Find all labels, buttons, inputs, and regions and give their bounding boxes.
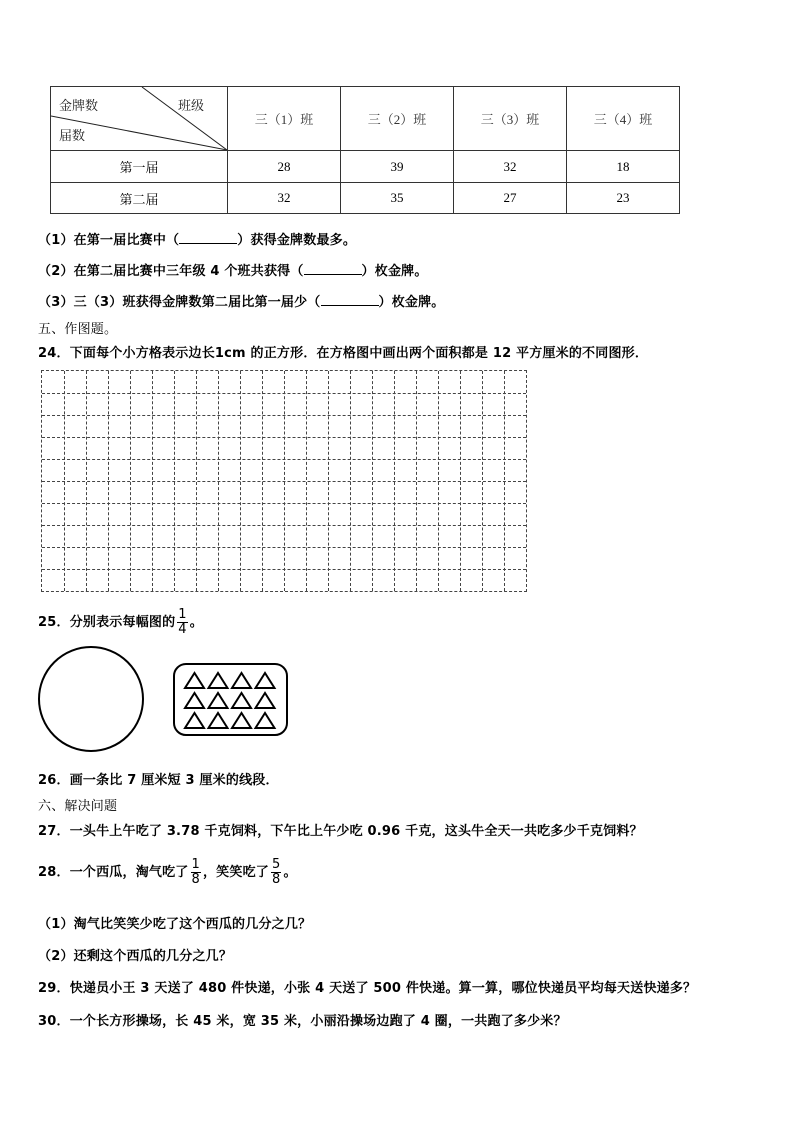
grid-line-horizontal — [42, 437, 526, 438]
question-27: 27．一头牛上午吃了 3.78 千克饲料，下午比上午少吃 0.96 千克，这头牛全天一共吃多少千克饲料？ — [38, 824, 643, 839]
answer-blank[interactable] — [304, 262, 362, 275]
grid-line-horizontal — [42, 569, 526, 570]
triangle-icon — [185, 713, 204, 728]
column-header: 三（1）班 — [228, 87, 341, 151]
grid-line-horizontal — [42, 415, 526, 416]
question-28-part-2: （2）还剩这个西瓜的几分之几？ — [38, 949, 233, 964]
corner-label-session: 届数 — [59, 128, 86, 143]
question-text: ）枚金牌。 — [378, 295, 445, 310]
question-text: 28．一个西瓜，淘气吃了 — [38, 865, 189, 880]
triangle-icon — [185, 693, 204, 708]
cell: 32 — [228, 183, 341, 214]
grid-line-horizontal — [42, 481, 526, 482]
question-text: 。 — [283, 865, 297, 880]
grid-line-horizontal — [42, 459, 526, 460]
column-header: 三（4）班 — [567, 87, 680, 151]
question-text: （1）在第一届比赛中（ — [38, 233, 180, 248]
section-heading-drawing: 五、作图题。 — [38, 322, 118, 337]
numerator: 5 — [272, 857, 281, 872]
question-30: 30．一个长方形操场，长 45 米，宽 35 米，小丽沿操场边跑了 4 圈，一共跑了多少米？ — [38, 1014, 567, 1029]
triangle-icon — [256, 673, 275, 688]
numerator: 1 — [178, 607, 187, 622]
medal-table — [50, 86, 680, 214]
grid-line-horizontal — [42, 393, 526, 394]
fraction-one-quarter — [177, 608, 187, 637]
cell: 27 — [454, 183, 567, 214]
triangle-icon — [256, 713, 275, 728]
fraction-one-eighth — [191, 858, 201, 887]
cell: 18 — [567, 151, 680, 183]
table-row — [51, 183, 680, 214]
table-row — [51, 151, 680, 183]
triangle-box-figure — [172, 662, 290, 738]
grid-line-horizontal — [42, 503, 526, 504]
cell: 39 — [341, 151, 454, 183]
grid-line-horizontal — [42, 547, 526, 548]
fraction-five-eighths — [271, 858, 281, 887]
question-28 — [38, 858, 297, 887]
triangle-icon — [256, 693, 275, 708]
denominator: 4 — [178, 622, 187, 637]
row-label: 第一届 — [51, 151, 228, 183]
question-text: ，笑笑吃了 — [202, 865, 269, 880]
column-header: 三（3）班 — [454, 87, 567, 151]
triangle-icon — [209, 673, 228, 688]
table-question-3 — [38, 291, 445, 310]
cell: 32 — [454, 151, 567, 183]
cell: 23 — [567, 183, 680, 214]
square-grid[interactable] — [41, 370, 527, 592]
cell: 35 — [341, 183, 454, 214]
column-header: 三（2）班 — [341, 87, 454, 151]
row-label: 第二届 — [51, 183, 228, 214]
triangle-icon — [185, 673, 204, 688]
section-heading-problems: 六、解决问题 — [38, 799, 118, 814]
circle-figure — [36, 645, 148, 755]
question-28-part-1: （1）淘气比笑笑少吃了这个西瓜的几分之几？ — [38, 917, 312, 932]
triangle-icon — [209, 693, 228, 708]
question-25 — [38, 608, 203, 637]
answer-blank[interactable] — [179, 231, 237, 244]
corner-label-class: 班级 — [178, 98, 205, 113]
question-text: （3）三（3）班获得金牌数第二届比第一届少（ — [38, 295, 321, 310]
triangle-icon — [232, 693, 251, 708]
question-text: （2）在第二届比赛中三年级 4 个班共获得（ — [38, 264, 304, 279]
table-corner-cell — [51, 87, 228, 151]
answer-blank[interactable] — [321, 293, 379, 306]
triangle-icon — [232, 713, 251, 728]
corner-label-medals: 金牌数 — [59, 98, 99, 113]
question-24: 24．下面每个小方格表示边长1cm 的正方形．在方格图中画出两个面积都是 12 平方厘米的不同图形． — [38, 346, 649, 361]
denominator: 8 — [191, 872, 200, 887]
table-question-2 — [38, 260, 428, 279]
table-question-1 — [38, 229, 356, 248]
question-text: ）枚金牌。 — [361, 264, 428, 279]
question-text: 。 — [189, 615, 203, 630]
cell: 28 — [228, 151, 341, 183]
denominator: 8 — [272, 872, 281, 887]
numerator: 1 — [191, 857, 200, 872]
question-29: 29．快递员小王 3 天送了 480 件快递，小张 4 天送了 500 件快递。算一算，哪位快递员平均每天送快递多？ — [38, 981, 697, 996]
question-26: 26．画一条比 7 厘米短 3 厘米的线段． — [38, 773, 279, 788]
question-text: ）获得金牌数最多。 — [237, 233, 357, 248]
grid-line-horizontal — [42, 525, 526, 526]
triangle-icon — [232, 673, 251, 688]
question-text: 25．分别表示每幅图的 — [38, 615, 176, 630]
triangle-icon — [209, 713, 228, 728]
